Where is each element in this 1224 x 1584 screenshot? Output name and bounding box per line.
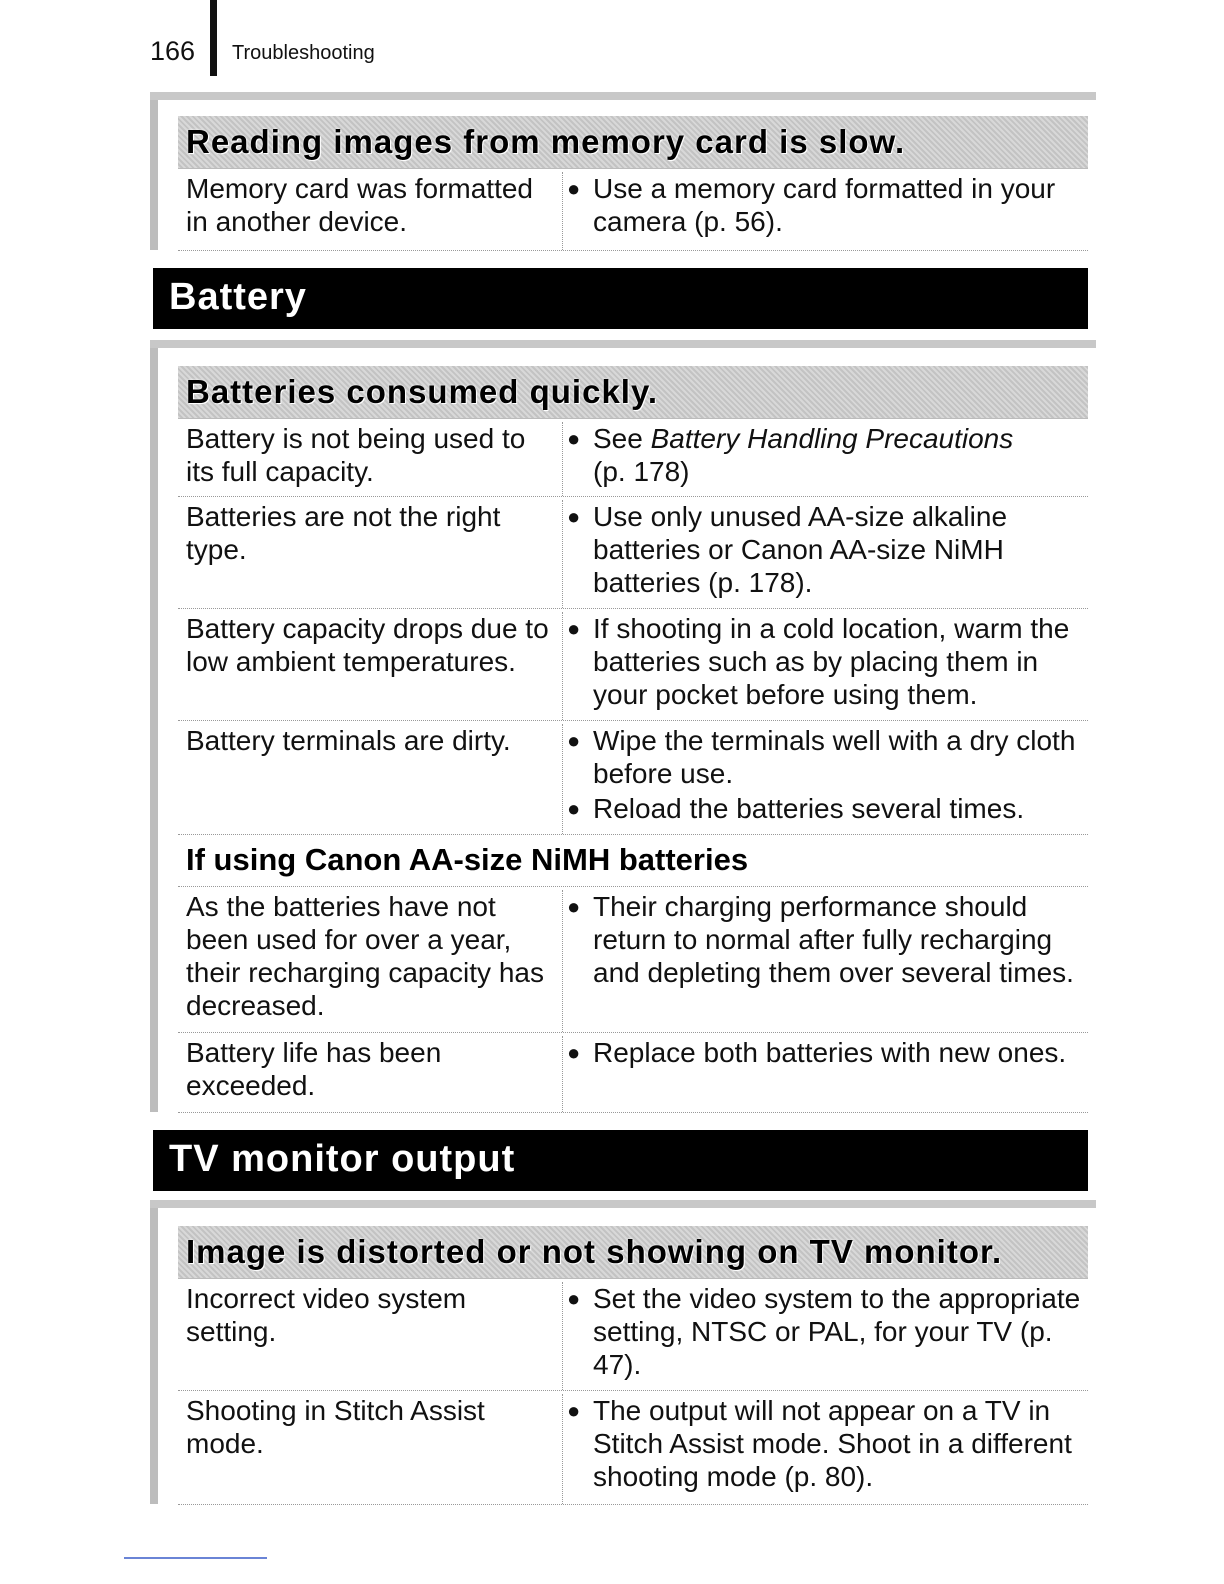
table-row — [178, 418, 1088, 497]
solution-cell — [562, 890, 1088, 1032]
running-head: Troubleshooting — [232, 42, 375, 64]
solution-item: ● Set the video system to the appropriate setting, NTSC or PAL, for your TV (p. 47). — [563, 1282, 1088, 1381]
table-row — [178, 1278, 1088, 1391]
solution-item: ● Replace both batteries with new ones. — [563, 1036, 1088, 1069]
page-header — [0, 0, 1224, 80]
cause-text: Shooting in Stitch Assist mode. — [186, 1395, 485, 1459]
solution-item: ● Reload the batteries several times. — [563, 792, 1088, 825]
problem-bar — [178, 366, 1088, 419]
solution-item: ● If shooting in a cold location, warm the batteries such as by placing them in your pocket before using them. — [563, 612, 1088, 711]
section-title: Battery — [169, 276, 307, 318]
solution-cell — [562, 724, 1088, 834]
tv-output-block — [150, 1200, 1088, 1504]
header-divider — [210, 0, 217, 76]
table-row — [178, 1032, 1088, 1113]
solution-item: ● Use only unused AA-size alkaline batteries or Canon AA-size NiMH batteries (p. 178). — [563, 500, 1088, 599]
problem-bar — [178, 116, 1088, 169]
solution-cell — [562, 500, 1088, 608]
cause-text: Incorrect video system setting. — [186, 1283, 467, 1347]
cause-text: Battery is not being used to its full capacity. — [186, 423, 526, 487]
cause-text: Battery life has been exceeded. — [186, 1037, 442, 1101]
table-row — [178, 496, 1088, 609]
battery-block — [150, 340, 1088, 1112]
solution-item: ● Use a memory card formatted in your camera (p. 56). — [563, 172, 1088, 238]
table-row — [178, 608, 1088, 721]
cause-text: Batteries are not the right type. — [186, 501, 501, 565]
cause-text: As the batteries have not been used for over a year, their recharging capacity has decreased. — [186, 891, 544, 1021]
solution-item — [563, 422, 1088, 488]
problem-title: Image is distorted or not showing on TV monitor. — [186, 1233, 1003, 1270]
section-header-battery — [153, 268, 1088, 329]
solution-cell — [562, 172, 1088, 250]
memory-card-block — [150, 92, 1088, 250]
solution-item: ● Wipe the terminals well with a dry cloth before use. — [563, 724, 1088, 790]
problem-title: Batteries consumed quickly. — [186, 373, 659, 410]
table-row — [178, 720, 1088, 835]
cause-text: Battery terminals are dirty. — [186, 725, 511, 756]
solution-prefix: See — [593, 423, 651, 454]
solution-page-ref: (p. 178) — [593, 456, 690, 487]
page-number: 166 — [150, 36, 196, 66]
subheading-row — [178, 834, 1088, 887]
solution-reference-title: Battery Handling Precautions — [650, 423, 1014, 454]
footer-rule — [124, 1557, 267, 1559]
solution-cell — [562, 422, 1088, 496]
solution-cell — [562, 1282, 1088, 1390]
section-header-tv-monitor-output — [153, 1130, 1088, 1191]
table-row — [178, 886, 1088, 1033]
section-title: TV monitor output — [169, 1138, 516, 1180]
problem-bar — [178, 1226, 1088, 1279]
table-row — [178, 168, 1088, 251]
cause-text: Memory card was formatted in another device. — [186, 173, 533, 237]
solution-cell — [562, 1036, 1088, 1112]
cause-text: Battery capacity drops due to low ambient temperatures. — [186, 613, 549, 677]
solution-item: ● The output will not appear on a TV in Stitch Assist mode. Shoot in a different shooting mode (p. 80). — [563, 1394, 1088, 1493]
solution-cell — [562, 1394, 1088, 1504]
solution-cell — [562, 612, 1088, 720]
table-row — [178, 1390, 1088, 1505]
solution-item: ● Their charging performance should return to normal after fully recharging and depleting them over several times. — [563, 890, 1088, 989]
subheading: If using Canon AA-size NiMH batteries — [186, 842, 749, 877]
problem-title: Reading images from memory card is slow. — [186, 123, 906, 160]
